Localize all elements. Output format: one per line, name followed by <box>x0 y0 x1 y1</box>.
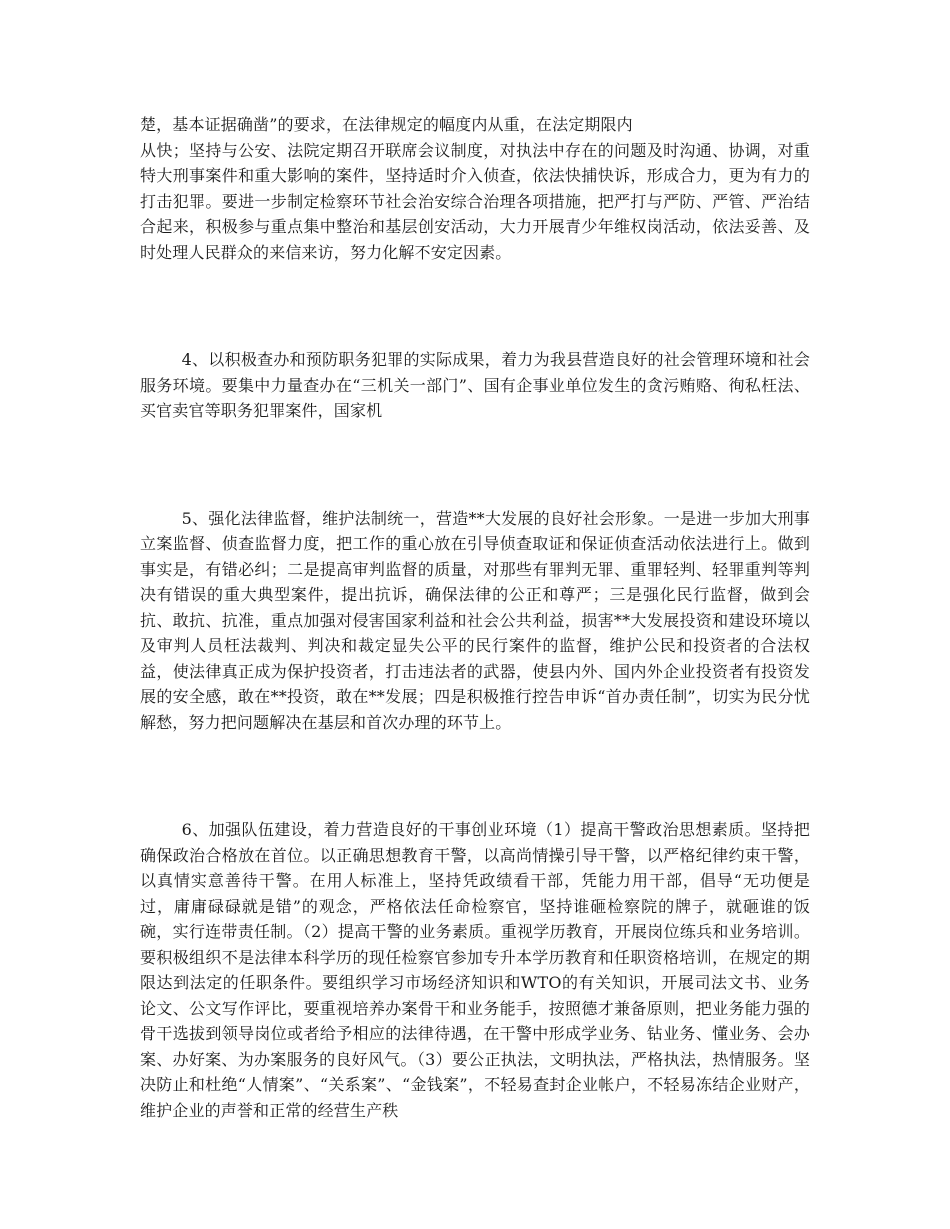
paragraph-continuation-line-1: 楚，基本证据确凿”的要求，在法律规定的幅度内从重，在法定期限内 <box>140 115 633 134</box>
paragraph-continuation <box>140 112 810 265</box>
paragraph-4: 4、以积极查办和预防职务犯罪的实际成果，着力为我县营造良好的社会管理环境和社会服务环境。要集中力量查办在“三机关一部门”、国有企事业单位发生的贪污贿赂、徇私枉法、买官卖官等职务犯罪案件，国家机 <box>140 350 810 420</box>
document-page <box>140 112 810 1123</box>
paragraph-5: 5、强化法律监督，维护法制统一，营造**大发展的良好社会形象。一是进一步加大刑事立案监督、侦查监督力度，把工作的重心放在引导侦查取证和保证侦查活动依法进行上。做到事实是，有错必纠；二是提高审判监督的质量，对那些有罪判无罪、重罪轻判、轻罪重判等判决有错误的重大典型案件，提出抗诉，确保法律的公正和尊严；三是强化民行监督，做到会抗、敢抗、抗准，重点加强对侵害国家利益和社会公共利益，损害**大发展投资和建设环境以及审判人员枉法裁判、判决和裁定显失公平的民行案件的监督，维护公民和投资者的合法权益，使法律真正成为保护投资者，打击违法者的武器，使县内外、国内外企业投资者有投资发展的安全感，敢在**投资，敢在**发展；四是积极推行控告申诉“首办责任制”，切实为民分忧解愁，努力把问题解决在基层和首次办理的环节上。 <box>140 508 810 732</box>
paragraph-continuation-line-2: 从快；坚持与公安、法院定期召开联席会议制度，对执法中存在的问题及时沟通、协调，对重特大刑事案件和重大影响的案件，坚持适时介入侦查，依法快捕快诉，形成合力，更为有力的打击犯罪。要进一步制定检察环节社会治安综合治理各项措施，把严打与严防、严管、严治结合起来，积极参与重点集中整治和基层创安活动，大力开展青少年维权岗活动，依法妥善、及时处理人民群众的来信来访，努力化解不安定因素。 <box>140 140 810 262</box>
paragraph-spacer <box>140 735 810 817</box>
paragraph-spacer <box>140 265 810 347</box>
paragraph-spacer <box>140 424 810 506</box>
paragraph-6: 6、加强队伍建设，着力营造良好的干事创业环境（1）提高干警政治思想素质。坚持把确保政治合格放在首位。以正确思想教育干警，以高尚情操引导干警，以严格纪律约束干警，以真情实意善待干警。在用人标准上，坚持凭政绩看干部，凭能力用干部，倡导“无功便是过，庸庸碌碌就是错”的观念，严格依法任命检察官，坚持谁砸检察院的牌子，就砸谁的饭碗，实行连带责任制。（2）提高干警的业务素质。重视学历教育，开展岗位练兵和业务培训。要积极组织不是法律本科学历的现任检察官参加专升本学历教育和任职资格培训，在规定的期限达到法定的任职条件。要组织学习市场经济知识和WTO的有关知识，开展司法文书、业务论文、公文写作评比，要重视培养办案骨干和业务能手，按照德才兼备原则，把业务能力强的骨干选拔到领导岗位或者给予相应的法律待遇，在干警中形成学业务、钻业务、懂业务、会办案、办好案、为办案服务的良好风气。（3）要公正执法，文明执法，严格执法，热情服务。坚决防止和杜绝“人情案”、“关系案”、“金钱案”，不轻易查封企业帐户，不轻易冻结企业财产，维护企业的声誉和正常的经营生产秩 <box>140 820 810 1120</box>
